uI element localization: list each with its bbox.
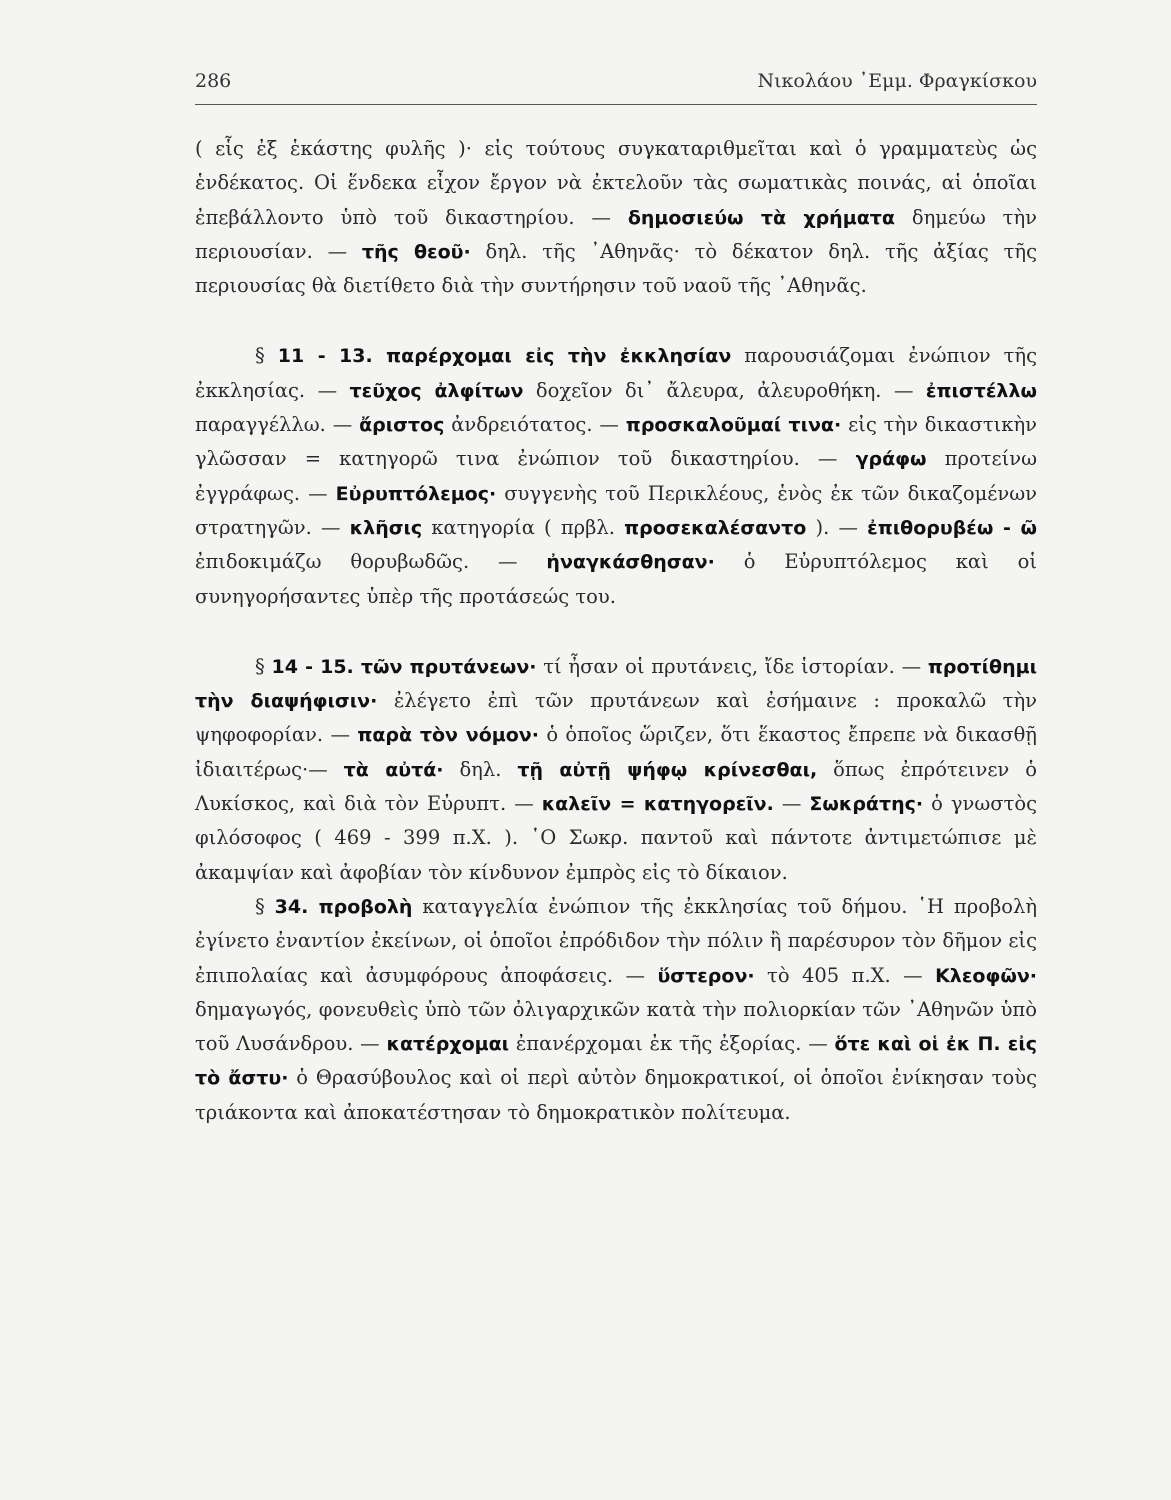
section-heading: 14 - 15. τῶν πρυτάνεων· xyxy=(271,655,537,678)
lemma: δημοσιεύω τὰ χρήματα xyxy=(627,206,895,229)
text: ( εἷς ἐξ ἑκάστης φυλῆς )· εἰς τούτους συγκαταριθμεῖται καὶ ὁ γραμματεὺς ὡς ἑνδέκατος. Οἱ ἕνδεκα εἶχον ἔργον νὰ ἐκτελοῦν τὰς σωματικὰς ποινάς, αἱ ὁποῖαι ἐπεβάλλοντο ὑπὸ τοῦ δικαστηρίου. — xyxy=(195,137,1037,229)
text: παρουσιάζομαι ἐνώπιον τῆς ἐκκλησίας. — xyxy=(195,344,1038,402)
text: ἀνδρειότατος. — xyxy=(444,413,626,437)
lemma: ἐπιστέλλω xyxy=(925,379,1037,402)
text: δημεύω τὴν περιουσίαν. — xyxy=(195,205,1037,263)
text: δηλ. xyxy=(443,757,518,781)
section-11-13 xyxy=(195,339,1037,613)
lemma: Κλεοφῶν· xyxy=(935,964,1037,987)
text: ὁ γνωστὸς φιλόσοφος ( 469 - 399 π.Χ. ). ῾Ο Σωκρ. παντοῦ καὶ πάντοτε ἀντιμετώπισε μὲ ἀκαμψίαν καὶ ἀφοβίαν τὸν κίνδυνον ἐμπρὸς εἰς τὸ δίκαιον. xyxy=(195,792,1038,884)
header-rule xyxy=(195,104,1037,105)
lemma: γράφω xyxy=(855,448,927,471)
text: κατηγορία ( πρβλ. xyxy=(422,515,625,539)
text: — xyxy=(773,792,810,816)
lemma: παρὰ τὸν νόμον· xyxy=(357,724,539,747)
lemma: ὅτε καὶ οἱ ἐκ Π. εἰς τὸ ἄστυ· xyxy=(195,1033,1037,1090)
lemma: ὕστερον· xyxy=(657,964,755,987)
lemma: προσεκαλέσαντο xyxy=(624,516,807,539)
text: ὅπως ἐπρότεινεν ὁ Λυκίσκος, καὶ διὰ τὸν Εὐρυπτ. — xyxy=(195,757,1037,816)
lemma: τὰ αὐτά· xyxy=(343,758,444,781)
lemma: κλῆσις xyxy=(349,516,423,539)
lemma: τῆς θεοῦ· xyxy=(361,240,471,263)
section-heading: 34. προβολὴ xyxy=(274,895,413,918)
lemma: προτίθημι τὴν διαψήφισιν· xyxy=(195,655,1037,713)
text: τί ἦσαν οἱ πρυτάνεις, ἴδε ἱστορίαν. — xyxy=(536,654,928,678)
text: καταγγελία ἐνώπιον τῆς ἐκκλησίας τοῦ δήμου. ῾Η προβολὴ ἐγίνετο ἐναντίον ἐκείνων, οἱ ὁποῖοι ἐπρόδιδον τὴν πόλιν ἢ παρέσυρον τὸν δῆμον εἰς ἐπιπολαίας καὶ ἀσυμφόρους ἀποφάσεις. — xyxy=(195,894,1037,987)
text: εἰς τὴν δικαστικὴν γλῶσσαν = κατηγορῶ τινα ἐνώπιον τοῦ δικαστηρίου. — xyxy=(195,413,1037,471)
lemma: τεῦχος ἀλφίτων xyxy=(349,379,524,402)
text: ὁ Θρασύβουλος καὶ οἱ περὶ αὐτὸν δημοκρατικοί, οἱ ὁποῖοι ἐνίκησαν τοὺς τριάκοντα καὶ ἀποκατέστησαν τὸ δημοκρατικὸν πολίτευμα. xyxy=(195,1066,1037,1124)
section-sign: § xyxy=(255,894,275,918)
text: τὸ 405 π.Χ. — xyxy=(754,963,936,987)
text: ὁ Εὐρυπτόλεμος καὶ οἱ συνηγορήσαντες ὑπὲρ τῆς προτάσεώς του. xyxy=(195,550,1038,608)
lemma: ἄριστος xyxy=(359,414,445,437)
lemma: Σωκράτης· xyxy=(809,793,924,816)
text: προτείνω ἐγγράφως. — xyxy=(195,447,1037,505)
section-14-15 xyxy=(195,650,1037,890)
lemma: κατέρχομαι xyxy=(386,1033,510,1056)
lemma: τῇ αὐτῇ ψήφῳ κρίνεσθαι, xyxy=(517,758,818,781)
lemma: Εὐρυπτόλεμος· xyxy=(335,482,497,505)
page-number: 286 xyxy=(195,70,232,92)
text: δημαγωγός, φονευθεὶς ὑπὸ τῶν ὀλιγαρχικῶν κατὰ τὴν πολιορκίαν τῶν ᾽Αθηνῶν ὑπὸ τοῦ Λυσάνδρου. — xyxy=(195,997,1037,1056)
page-header xyxy=(195,70,1037,92)
text: παραγγέλλω. — xyxy=(195,413,360,437)
paragraph-gap xyxy=(195,303,1037,339)
lemma: προσκαλοῦμαί τινα· xyxy=(625,414,842,437)
text: ). — xyxy=(806,515,868,539)
section-sign: § xyxy=(255,344,278,368)
paragraph-gap xyxy=(195,614,1037,650)
section-34 xyxy=(195,890,1037,1130)
text: ἐπανέρχομαι ἐκ τῆς ἐξορίας. — xyxy=(509,1032,835,1056)
page-body xyxy=(195,132,1037,1130)
text: συγγενὴς τοῦ Περικλέους, ἑνὸς ἐκ τῶν δικαζομένων στρατηγῶν. — xyxy=(195,481,1037,539)
lemma: ἐπιθορυβέω - ῶ xyxy=(867,516,1037,539)
text: ἐπιδοκιμάζω θορυβωδῶς. — xyxy=(195,550,547,574)
section-heading: 11 - 13. παρέρχομαι εἰς τὴν ἐκκλησίαν xyxy=(277,345,732,368)
running-title: Νικολάου ᾽Εμμ. Φραγκίσκου xyxy=(757,70,1037,92)
text: δηλ. τῆς ᾽Αθηνᾶς· τὸ δέκατον δηλ. τῆς ἀξίας τῆς περιουσίας θὰ διετίθετο διὰ τὴν συντήρησιν τοῦ ναοῦ τῆς ᾽Αθηνᾶς. xyxy=(195,239,1037,298)
paragraph-1 xyxy=(195,132,1037,303)
text: ὁ ὁποῖος ὥριζεν, ὅτι ἕκαστος ἔπρεπε νὰ δικασθῇ ἰδιαιτέρως·— xyxy=(195,723,1037,781)
section-sign: § xyxy=(255,654,272,678)
text: δοχεῖον δι᾽ ἄλευρα, ἀλευροθήκη. — xyxy=(523,378,926,402)
lemma: ἠναγκάσθησαν· xyxy=(546,551,715,574)
lemma: καλεῖν = κατηγορεῖν. xyxy=(541,793,774,816)
text: ἐλέγετο ἐπὶ τῶν πρυτάνεων καὶ ἐσήμαινε : προκαλῶ τὴν ψηφοφορίαν. — xyxy=(195,689,1037,747)
